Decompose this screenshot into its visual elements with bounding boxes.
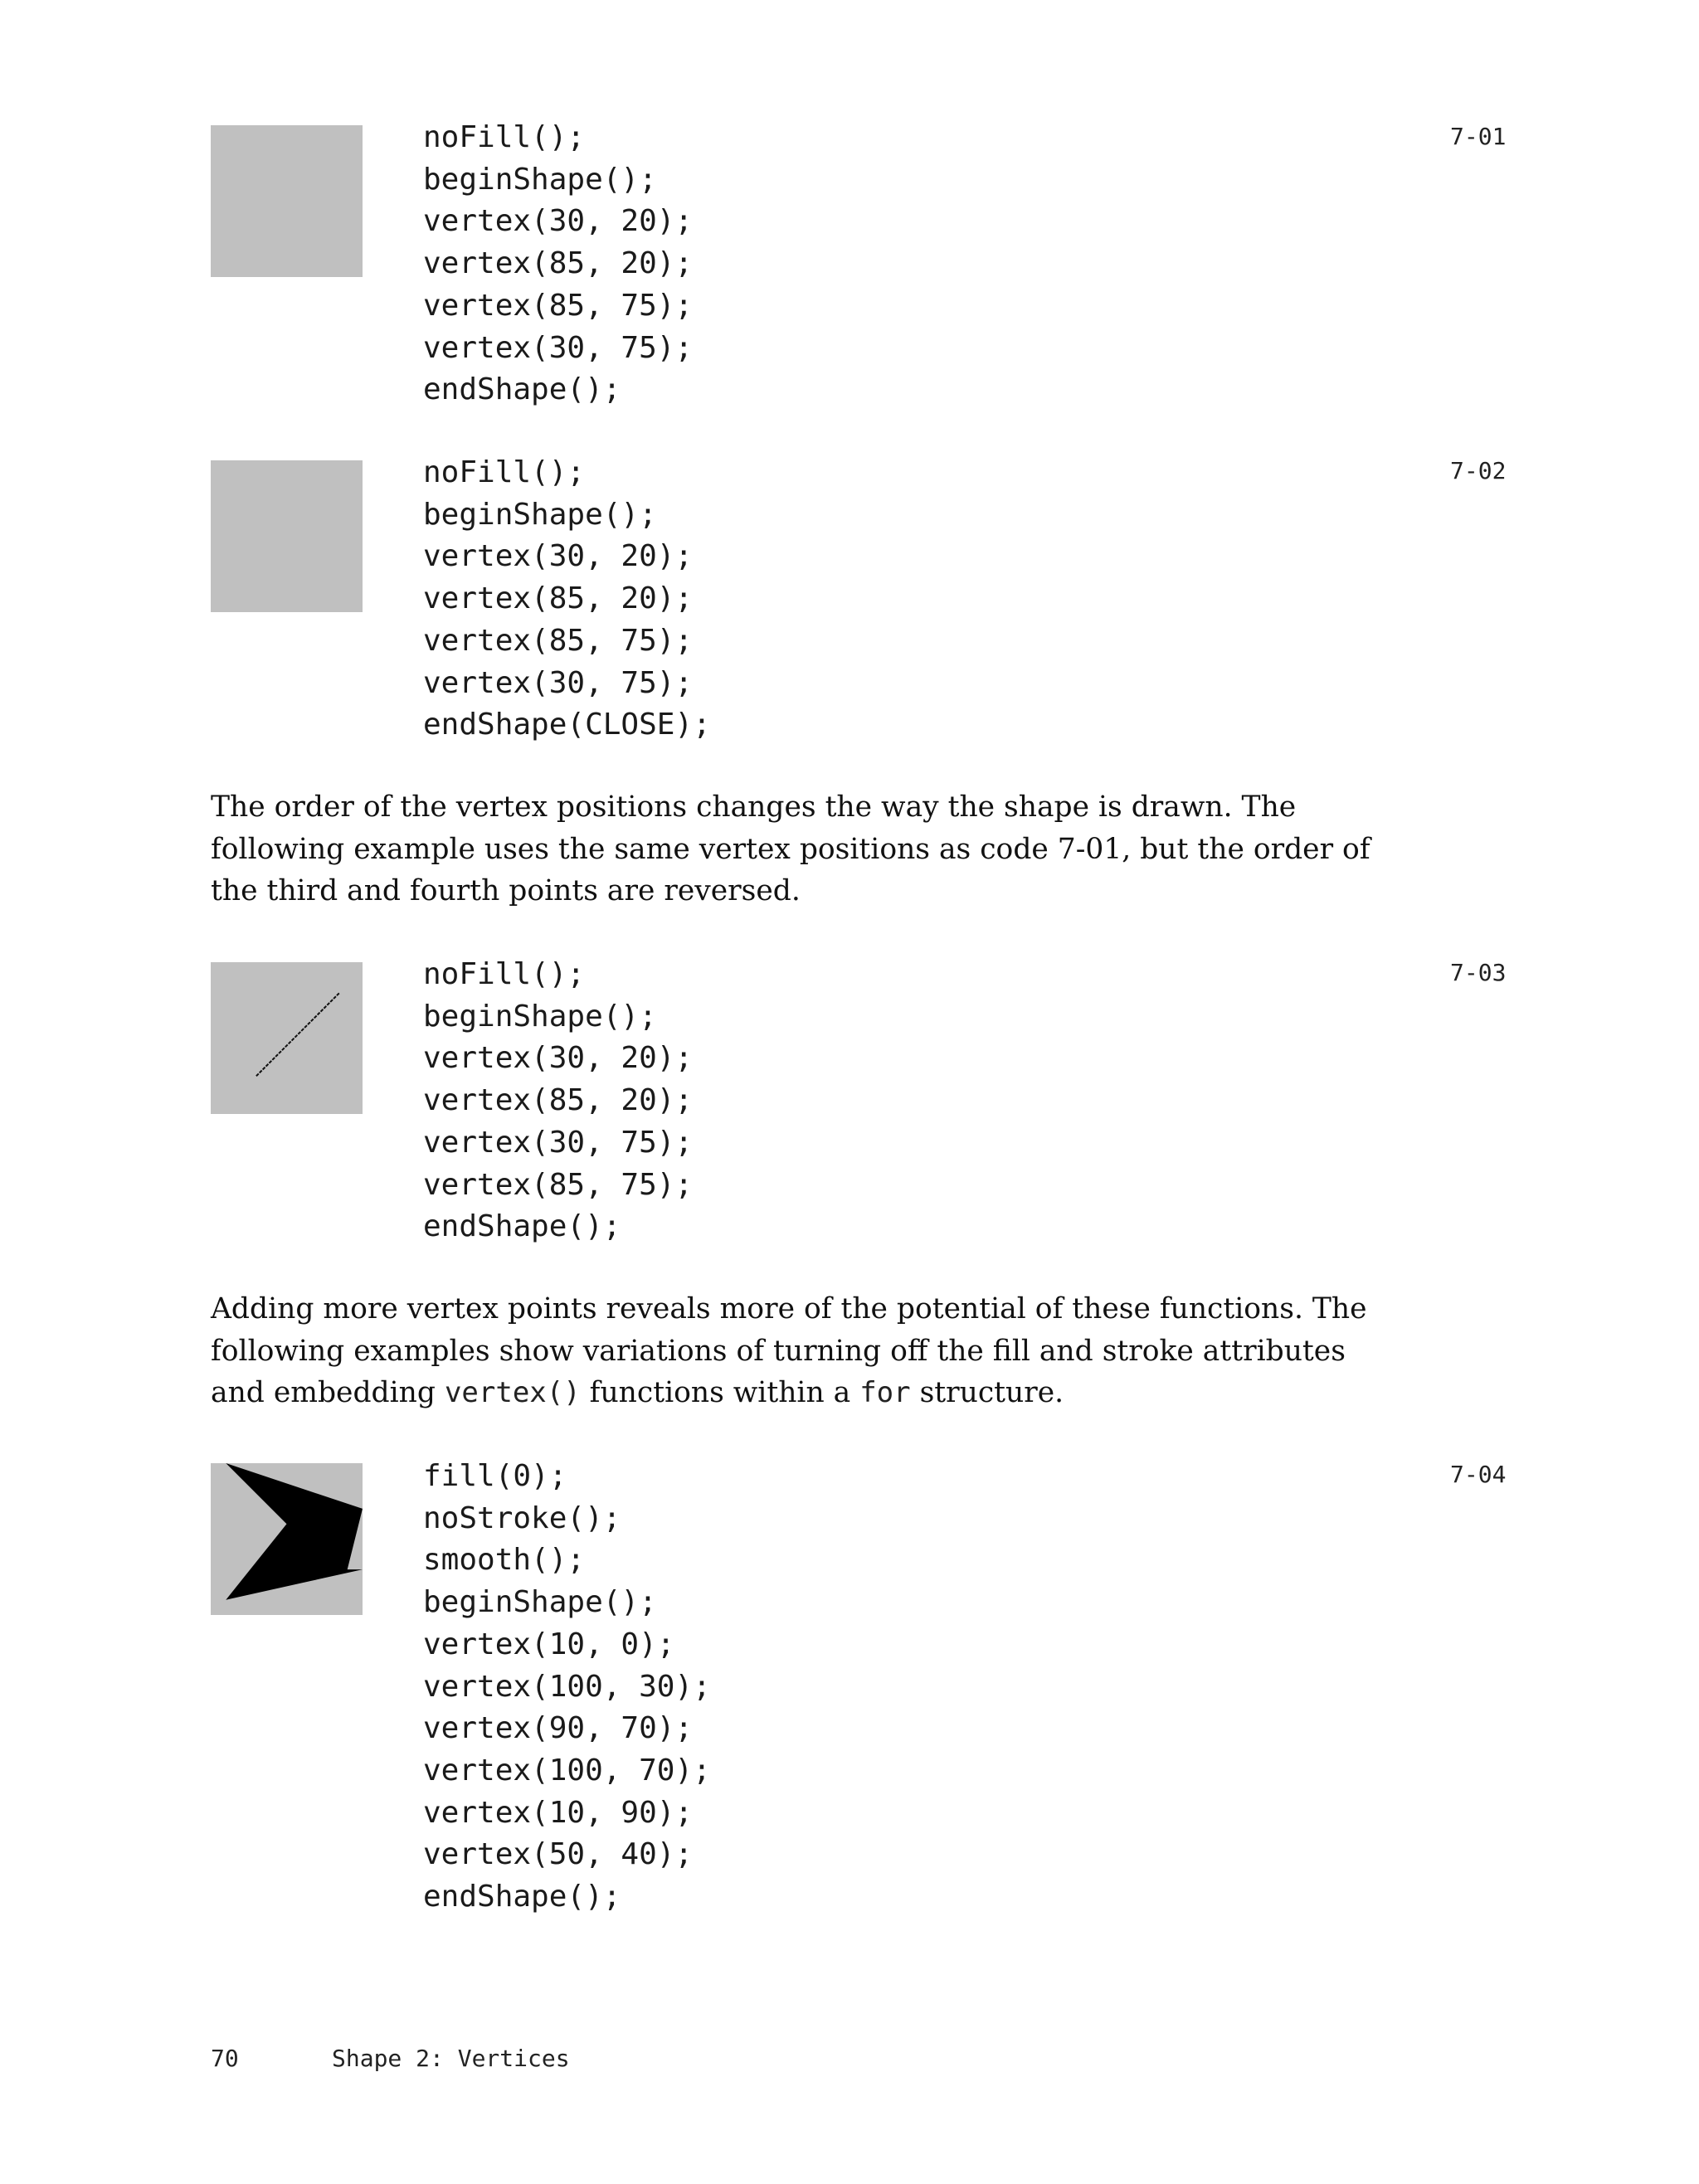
code-line: vertex(85, 20);: [423, 1083, 694, 1118]
example-7-01-code-block: [423, 117, 693, 411]
code-line: endShape();: [423, 1209, 621, 1244]
example-7-03-output-thumbnail: [211, 962, 363, 1114]
body-paragraph-more-vertices: [211, 1288, 1397, 1414]
code-line: vertex(10, 90);: [423, 1795, 694, 1830]
code-line: vertex(85, 20);: [423, 581, 694, 616]
example-7-02-code-block: [423, 452, 711, 747]
code-line: vertex(90, 70);: [423, 1711, 694, 1746]
code-line: vertex(30, 20);: [423, 204, 694, 239]
code-line: beginShape();: [423, 497, 657, 532]
code-line: fill(0);: [423, 1459, 567, 1493]
page-number: 70: [211, 2045, 239, 2072]
example-label-7-04: 7-04: [1450, 1461, 1507, 1488]
filled-arrow-shape: [226, 1463, 363, 1600]
code-line: vertex(85, 20);: [423, 246, 694, 281]
code-line: vertex(30, 75);: [423, 665, 694, 700]
code-line: noStroke();: [423, 1501, 621, 1535]
example-7-03-code-block: [423, 954, 693, 1248]
code-line: vertex(30, 75);: [423, 1125, 694, 1160]
code-line: endShape(CLOSE);: [423, 708, 711, 742]
code-line: vertex(85, 75);: [423, 288, 694, 323]
example-label-7-03: 7-03: [1450, 959, 1507, 986]
crossed-vertex-line: [256, 993, 340, 1077]
code-line: vertex(30, 20);: [423, 1041, 694, 1076]
code-line: vertex(100, 70);: [423, 1753, 711, 1788]
code-line: vertex(100, 30);: [423, 1669, 711, 1704]
code-line: beginShape();: [423, 1585, 657, 1620]
example-label-7-01: 7-01: [1450, 123, 1507, 150]
paragraph-text: functions within a: [580, 1376, 860, 1410]
code-line: smooth();: [423, 1543, 586, 1578]
paragraph-text: Adding more vertex points reveals more of the potential of these functions. The following examples show variations of turning off the fill and stroke attributes and embedding: [211, 1292, 1367, 1410]
code-line: endShape();: [423, 372, 621, 407]
code-line: endShape();: [423, 1880, 621, 1914]
paragraph-text: structure.: [910, 1376, 1064, 1410]
example-7-02-output-thumbnail: [211, 460, 363, 612]
code-line: vertex(85, 75);: [423, 1167, 694, 1202]
code-line: noFill();: [423, 957, 586, 991]
body-paragraph-vertex-order: The order of the vertex positions changes the way the shape is drawn. The following example uses the same vertex positions as code 7-01, but the order of the third and fourth points are reversed.: [211, 790, 1370, 908]
example-7-04-code-block: [423, 1456, 711, 1919]
example-label-7-02: 7-02: [1450, 457, 1507, 484]
code-line: beginShape();: [423, 162, 657, 197]
code-line: vertex(85, 75);: [423, 623, 694, 658]
code-line: vertex(50, 40);: [423, 1837, 694, 1872]
inline-code-for: for: [859, 1376, 911, 1410]
code-line: vertex(10, 0);: [423, 1627, 675, 1661]
code-line: noFill();: [423, 455, 586, 489]
code-line: noFill();: [423, 120, 586, 154]
inline-code-vertex: vertex(): [444, 1376, 581, 1410]
code-line: beginShape();: [423, 999, 657, 1034]
example-7-01-output-thumbnail: [211, 125, 363, 277]
example-7-04-output-thumbnail: [211, 1463, 363, 1615]
code-line: vertex(30, 75);: [423, 330, 694, 365]
code-line: vertex(30, 20);: [423, 539, 694, 574]
running-footer-section-title: Shape 2: Vertices: [332, 2045, 570, 2072]
